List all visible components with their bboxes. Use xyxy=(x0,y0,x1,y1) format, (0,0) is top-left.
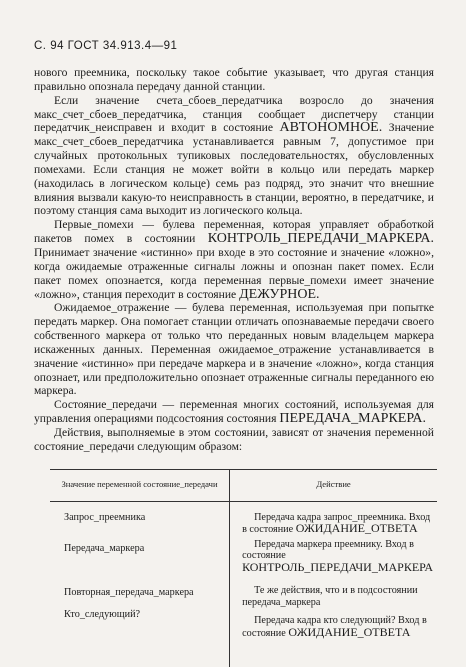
paragraph: Если значение счета_сбоев_передатчика возросло до значения макс_счет_сбоев_передатчика, станция сообщает диспетчеру станции передатчик_неисправен и входит в состояние АВТОНОМНОЕ. Значение макс_счет_сбоев_передатчика устанавливается равным 7, допустимое при случайных протокольных тупиковых последовательностях, обусловленных помехами. Если станция не может войти в кольцо или передать маркер (находилась в логическом кольце) семь раз подряд, это значит что внешние влияния вызвали какую-то неисправность в станции, вероятно, в передатчике, и поэтому станция сама выходит из логического кольца. xyxy=(34,93,434,218)
table-cell-action: Передача кадра кто следующий? Вход в состояние ОЖИДАНИЕ_ОТВЕТА xyxy=(242,615,427,639)
column-header: Значение переменной состояние_передачи xyxy=(50,470,230,502)
table-cell-action: Передача маркера преемнику. Вход в состояние КОНТРОЛЬ_ПЕРЕДАЧИ_МАРКЕРА xyxy=(242,538,433,574)
table-cell-value: Кто_следующий? xyxy=(50,609,230,667)
column-header: Действие xyxy=(230,470,437,502)
page-header: С. 94 ГОСТ 34.913.4—91 xyxy=(34,40,178,52)
body-text xyxy=(34,66,434,454)
state-name: АВТОНОМНОЕ. xyxy=(279,120,383,136)
state-name: КОНТРОЛЬ_ПЕРЕДАЧИ_МАРКЕРА. xyxy=(207,231,434,247)
table-row xyxy=(50,501,437,537)
table-cell-action: Передача кадра запрос_преемника. Вход в состояние ОЖИДАНИЕ_ОТВЕТА xyxy=(242,511,431,535)
table-cell-value: Передача_маркера xyxy=(50,537,230,576)
paragraph: Первые_помехи — булева переменная, которая управляет обработкой пакетов помех в состоянии КОНТРОЛЬ_ПЕРЕДАЧИ_МАРКЕРА. Принимает значение «истинно» при входе в это состояние и значение «ложно», когда ожидаемые отраженные сигналы ложны и опознан пакет помех. Если пакет помех опознается, когда переменная первые_помехи имеет значение «ложно», станция переходит в состояние ДЕЖУРНОЕ. xyxy=(34,218,434,302)
state-name: ДЕЖУРНОЕ. xyxy=(239,286,320,302)
paragraph: Состояние_передачи — переменная многих состояний, используемая для управления операциями подсостояния состояния ПЕРЕДАЧА_МАРКЕРА. xyxy=(34,398,434,427)
table-cell-value: Запрос_преемника xyxy=(50,501,230,537)
actions-table xyxy=(50,469,437,667)
state-name: ПЕРЕДАЧА_МАРКЕРА. xyxy=(279,411,426,427)
table-row xyxy=(50,609,437,667)
table-cell-value: Повторная_передача_маркера xyxy=(50,575,230,609)
paragraph: нового преемника, поскольку такое событие указывает, что другая станция правильно опознала передачу данной станции. xyxy=(34,66,434,93)
table-cell-action: Те же действия, что и в подсостоянии передача_маркера xyxy=(242,585,418,608)
table-row xyxy=(50,537,437,576)
paragraph: Действия, выполняемые в этом состоянии, зависят от значения переменной состояние_передачи следующим образом: xyxy=(34,425,434,453)
table-row xyxy=(50,575,437,609)
paragraph: Ожидаемое_отражение — булева переменная, используемая при попытке передать маркер. Она помогает станции отличать опознаваемые передачи своего собственного маркера от только что переданных новым владельцем маркера искаженных данных. Переменная ожидаемое_отражение устанавливается в значение «истинно» при передаче маркера и в значение «ложно», когда станция опознает, или предположительно опознает отраженные сигналы переданного ею маркера. xyxy=(34,301,434,398)
